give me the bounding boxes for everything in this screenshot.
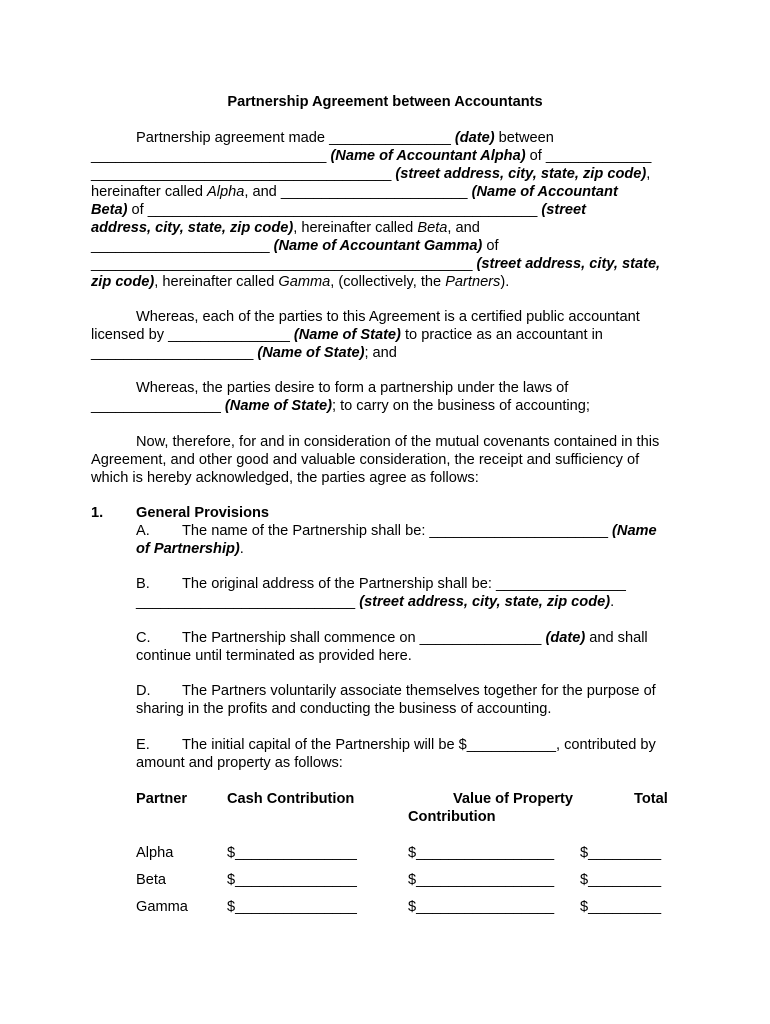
row-partner-name: Beta <box>136 872 167 888</box>
intro-line-4: hereinafter called Alpha, and _______________________ (Name of Accountant <box>91 184 618 200</box>
whereas1-line-1: Whereas, each of the parties to this Agreement is a certified public accountant <box>136 309 640 325</box>
clause-e-letter: E. <box>136 737 150 753</box>
clause-a-letter: A. <box>136 523 150 539</box>
intro-line-1: Partnership agreement made _______________ (date) between <box>136 130 554 146</box>
row-partner-name: Alpha <box>136 845 174 861</box>
header-total: Total <box>634 791 668 807</box>
whereas2-line-2: ________________ (Name of State); to carry on the business of accounting; <box>91 398 590 414</box>
row-cash-field: $_______________ <box>227 872 357 888</box>
row-cash-field: $_______________ <box>227 899 357 915</box>
row-property-field: $_________________ <box>408 872 555 888</box>
clause-a-line-2: of Partnership). <box>136 541 244 557</box>
row-total-field: $_________ <box>580 872 662 888</box>
now-line-3: which is hereby acknowledged, the parties agree as follows: <box>91 470 479 486</box>
intro-line-5: Beta) of ________________________________________________ (street <box>91 202 587 218</box>
clause-c-line-1: The Partnership shall commence on _______________ (date) and shall <box>182 630 648 646</box>
clause-e-line-2: amount and property as follows: <box>136 755 343 771</box>
now-line-2: Agreement, and other good and valuable consideration, the receipt and sufficiency of <box>91 452 640 468</box>
header-property-line-1: Value of Property <box>453 791 574 807</box>
whereas2-line-1: Whereas, the parties desire to form a partnership under the laws of <box>136 380 569 396</box>
section-heading: General Provisions <box>136 505 270 521</box>
clause-e-line-1: The initial capital of the Partnership will be $___________, contributed by <box>182 737 656 753</box>
now-line-1: Now, therefore, for and in consideration of the mutual covenants contained in this <box>136 434 660 450</box>
header-partner: Partner <box>136 791 188 807</box>
document-title: Partnership Agreement between Accountants <box>227 94 543 110</box>
row-total-field: $_________ <box>580 845 662 861</box>
clause-d-line-1: The Partners voluntarily associate themselves together for the purpose of <box>182 683 656 699</box>
clause-d-line-2: sharing in the profits and conducting the business of accounting. <box>136 701 552 717</box>
clause-c-letter: C. <box>136 630 151 646</box>
section-number: 1. <box>91 505 104 521</box>
row-property-field: $_________________ <box>408 845 555 861</box>
intro-line-7: ______________________ (Name of Accountant Gamma) of <box>91 238 499 254</box>
header-cash-contribution: Cash Contribution <box>227 791 355 807</box>
whereas1-line-2: licensed by _______________ (Name of State) to practice as an accountant in <box>91 327 603 343</box>
intro-line-8: _______________________________________________ (street address, city, state, <box>91 256 661 272</box>
clause-d-letter: D. <box>136 683 151 699</box>
clause-a-line-1: The name of the Partnership shall be: ______________________ (Name <box>182 523 657 539</box>
clause-b-letter: B. <box>136 576 150 592</box>
intro-line-6: address, city, state, zip code), hereinafter called Beta, and <box>91 220 480 236</box>
clause-b-line-2: ___________________________ (street address, city, state, zip code). <box>136 594 615 610</box>
row-partner-name: Gamma <box>136 899 188 915</box>
intro-line-3: _____________________________________ (street address, city, state, zip code), <box>91 166 651 182</box>
intro-line-2: _____________________________ (Name of Accountant Alpha) of _____________ <box>91 148 652 164</box>
row-property-field: $_________________ <box>408 899 555 915</box>
clause-b-line-1: The original address of the Partnership shall be: ________________ <box>182 576 626 592</box>
intro-line-9: zip code), hereinafter called Gamma, (collectively, the Partners). <box>91 274 510 290</box>
row-total-field: $_________ <box>580 899 662 915</box>
header-property-line-2: Contribution <box>408 809 496 825</box>
row-cash-field: $_______________ <box>227 845 357 861</box>
whereas1-line-3: ____________________ (Name of State); and <box>91 345 397 361</box>
clause-c-line-2: continue until terminated as provided here. <box>136 648 412 664</box>
